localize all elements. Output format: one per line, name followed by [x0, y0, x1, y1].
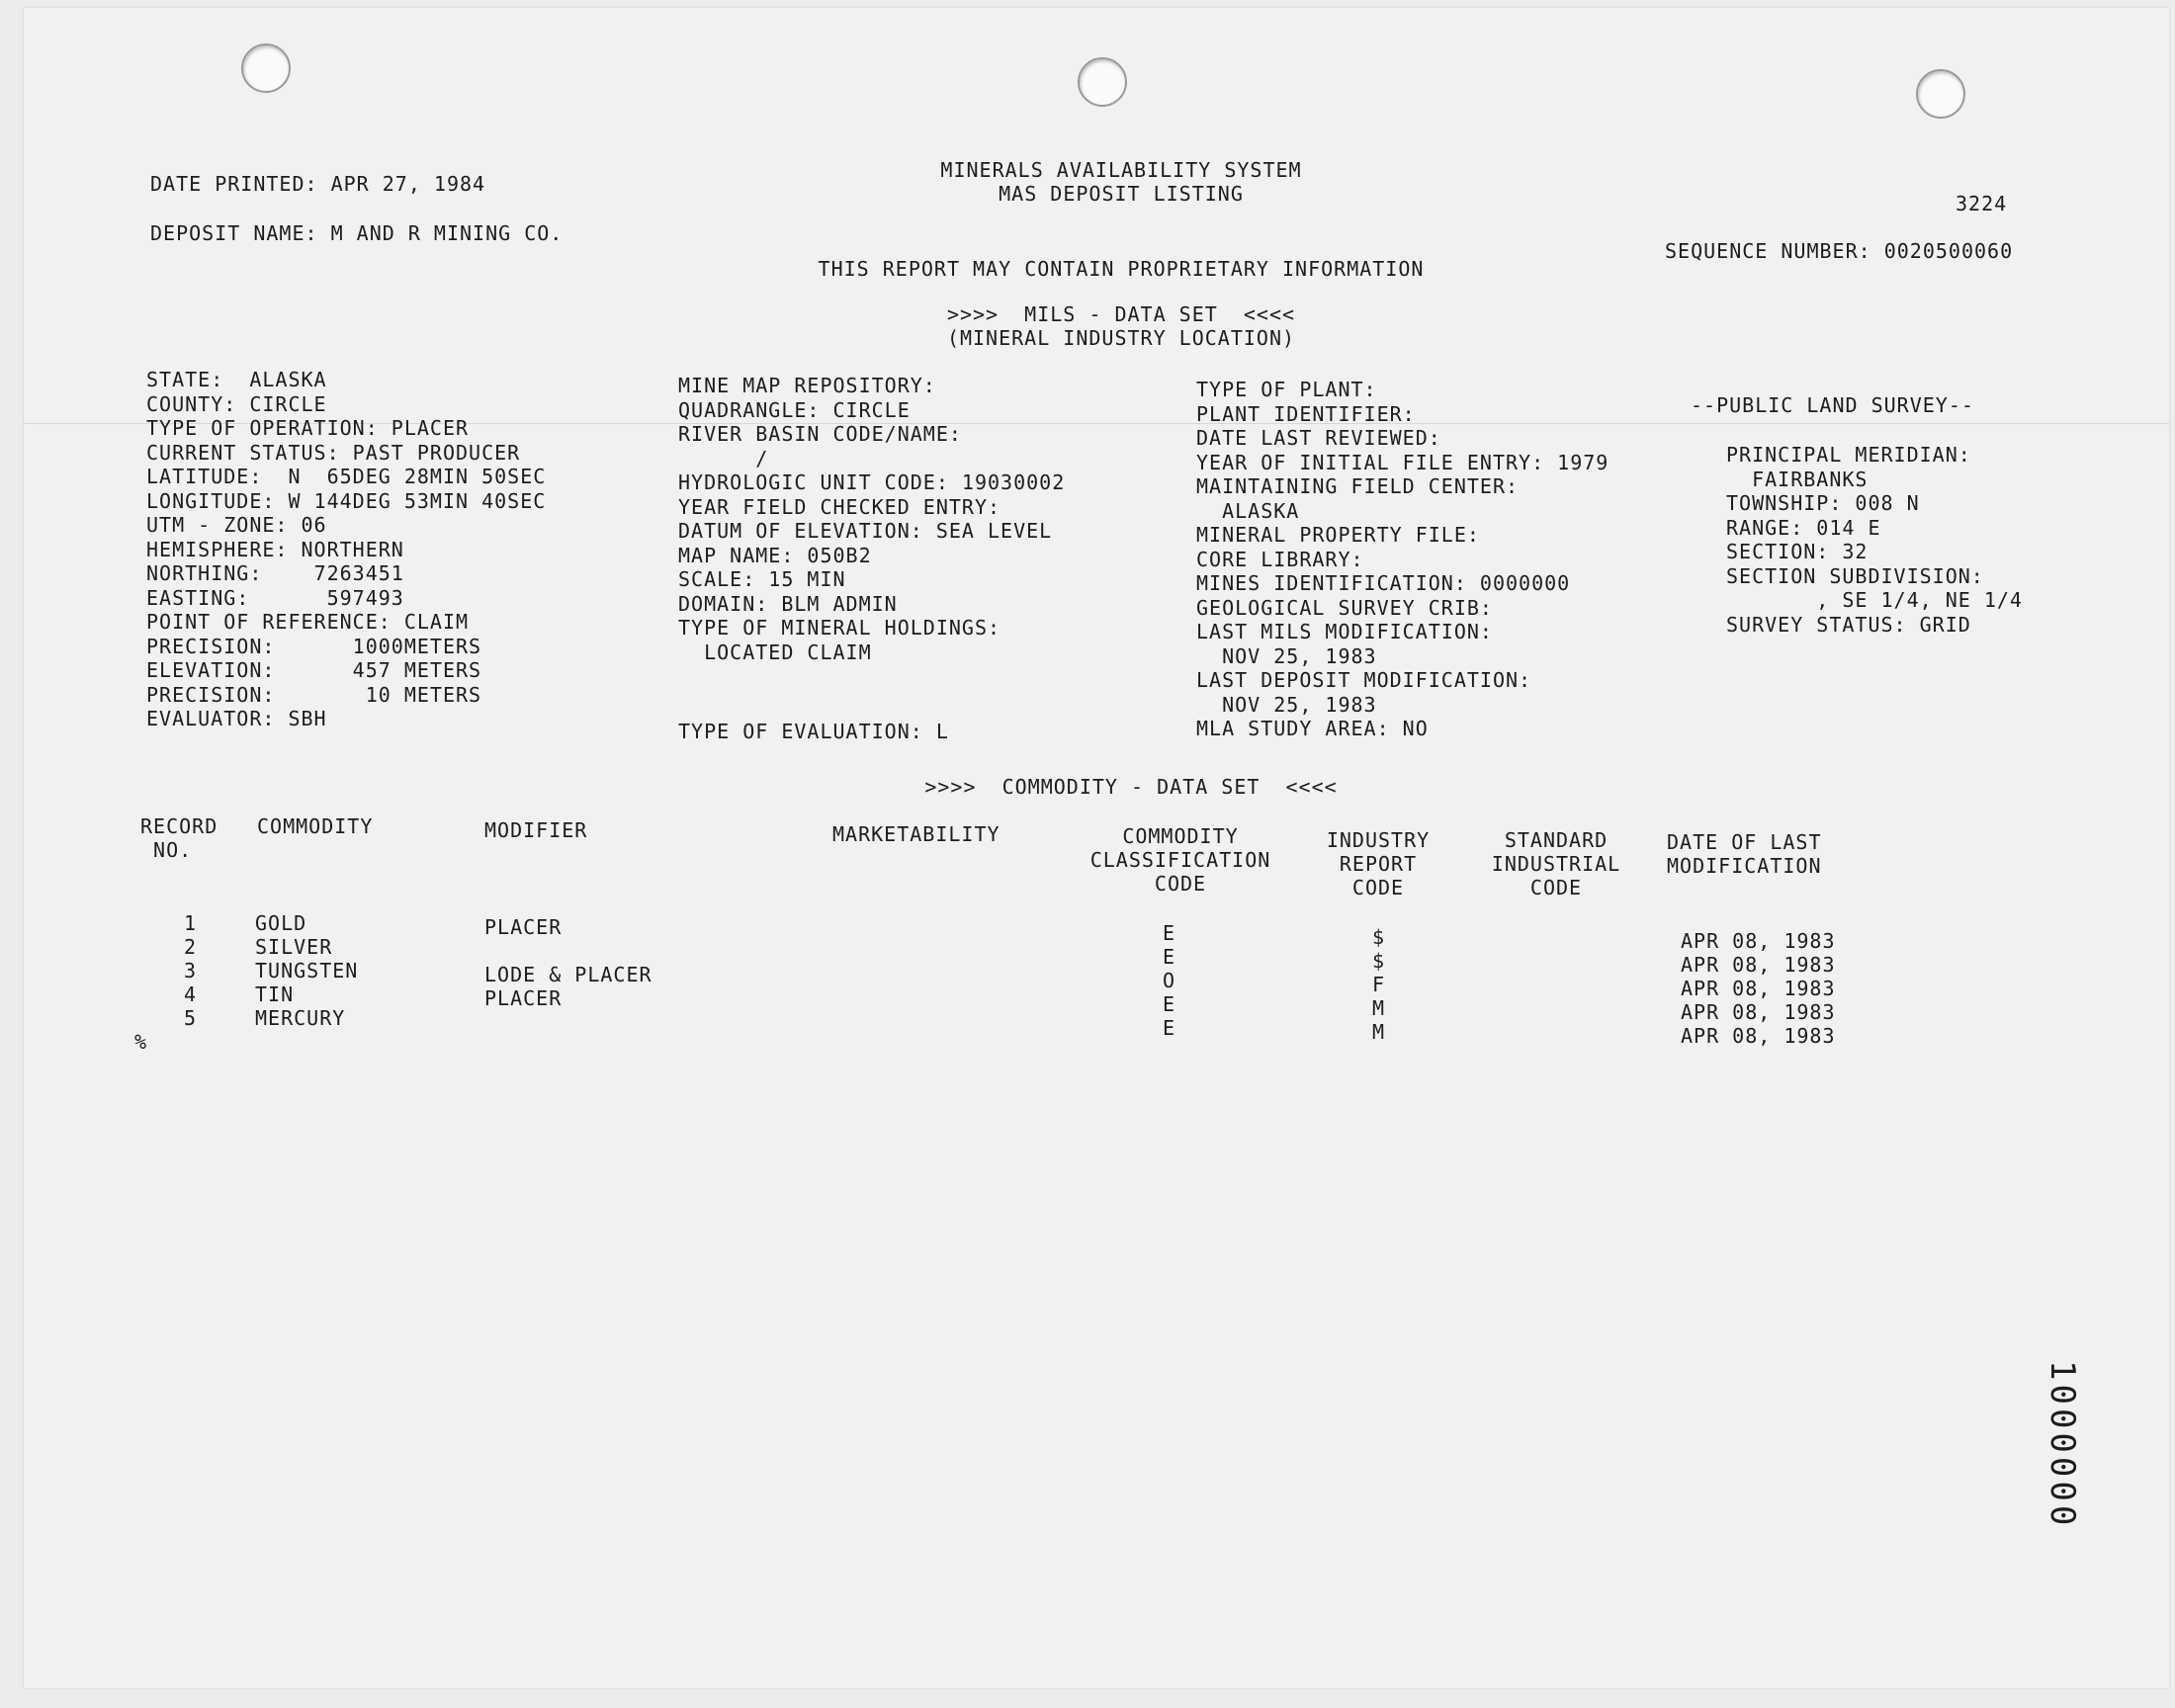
row-commodity: TUNGSTEN [255, 959, 359, 982]
field-line: TYPE OF OPERATION: PLACER [146, 416, 470, 440]
page-number: 3224 [1956, 192, 2008, 215]
field-line: POINT OF REFERENCE: CLAIM [146, 610, 470, 634]
row-no: 2 [184, 935, 198, 959]
field-line: GEOLOGICAL SURVEY CRIB: [1196, 595, 1493, 620]
row-no: 1 [184, 911, 198, 935]
field-line: CORE LIBRARY: [1196, 547, 1364, 571]
row-modifier: PLACER [484, 986, 563, 1010]
field-line: RANGE: 014 E [1726, 515, 1881, 540]
listing-title: MAS DEPOSIT LISTING [999, 182, 1244, 206]
field-line: DOMAIN: BLM ADMIN [678, 591, 898, 616]
field-line: HEMISPHERE: NORTHERN [146, 537, 404, 561]
field-line: , SE 1/4, NE 1/4 [1726, 588, 2023, 612]
row-date: APR 08, 1983 [1681, 977, 1836, 1000]
field-line: COUNTY: CIRCLE [146, 391, 327, 416]
row-class-code: E [1163, 945, 1176, 969]
mils-subtitle: (MINERAL INDUSTRY LOCATION) [946, 326, 1296, 350]
field-line: YEAR FIELD CHECKED ENTRY: [678, 494, 1001, 519]
evaluation-type: TYPE OF EVALUATION: L [678, 720, 949, 743]
punch-hole-left [241, 43, 291, 93]
punch-hole-center [1078, 57, 1127, 107]
row-industry-code: M [1372, 996, 1386, 1020]
field-line: PRECISION: 10 METERS [146, 682, 482, 707]
row-commodity: MERCURY [255, 1006, 346, 1030]
row-industry-code: $ [1372, 925, 1386, 949]
field-line: MINE MAP REPOSITORY: [678, 374, 936, 397]
field-line: / [678, 446, 769, 470]
header-classification: COMMODITY CLASSIFICATION CODE [1089, 824, 1271, 896]
field-line: LAST MILS MODIFICATION: [1196, 620, 1493, 643]
field-line: ALASKA [1196, 498, 1300, 523]
row-industry-code: F [1372, 973, 1386, 996]
row-modifier: LODE & PLACER [484, 963, 652, 986]
deposit-name: DEPOSIT NAME: M AND R MINING CO. [150, 221, 564, 245]
header-modifier: MODIFIER [484, 818, 588, 842]
row-no: 5 [184, 1006, 198, 1030]
field-line: LONGITUDE: W 144DEG 53MIN 40SEC [146, 488, 547, 513]
field-line: MINERAL PROPERTY FILE: [1196, 523, 1480, 547]
field-line: SURVEY STATUS: GRID [1726, 612, 1971, 637]
commodity-title: >>>> COMMODITY - DATA SET <<<< [924, 775, 1338, 799]
row-no: 3 [184, 959, 198, 982]
margin-stamp: 1000000 [2043, 1360, 2082, 1530]
header-standard: STANDARD INDUSTRIAL CODE [1491, 828, 1621, 899]
row-industry-code: M [1372, 1020, 1386, 1044]
field-line: PLANT IDENTIFIER: [1196, 401, 1416, 426]
field-line: DATUM OF ELEVATION: SEA LEVEL [678, 519, 1053, 543]
field-line: SCALE: 15 MIN [678, 567, 846, 591]
field-line: NORTHING: 7263451 [146, 561, 404, 585]
mils-title: >>>> MILS - DATA SET <<<< [946, 302, 1296, 326]
row-class-code: E [1163, 921, 1176, 945]
row-commodity: SILVER [255, 935, 333, 959]
field-line: FAIRBANKS [1726, 467, 1869, 491]
field-line: DATE LAST REVIEWED: [1196, 426, 1441, 450]
field-line: ELEVATION: 457 METERS [146, 658, 482, 682]
field-line: MINES IDENTIFICATION: 0000000 [1196, 571, 1571, 595]
row-class-code: O [1163, 969, 1176, 992]
sequence-number: SEQUENCE NUMBER: 0020500060 [1665, 239, 2014, 263]
field-line: UTM - ZONE: 06 [146, 513, 327, 537]
row-commodity: GOLD [255, 911, 307, 935]
row-commodity: TIN [255, 982, 295, 1006]
row-modifier: PLACER [484, 915, 563, 939]
row-industry-code: $ [1372, 949, 1386, 973]
field-line: YEAR OF INITIAL FILE ENTRY: 1979 [1196, 450, 1610, 474]
field-line: PRECISION: 1000METERS [146, 634, 482, 658]
row-date: APR 08, 1983 [1681, 1000, 1836, 1024]
field-line: QUADRANGLE: CIRCLE [678, 397, 911, 422]
date-printed: DATE PRINTED: APR 27, 1984 [150, 172, 486, 196]
field-line: HYDROLOGIC UNIT CODE: 19030002 [678, 470, 1066, 494]
field-line: CURRENT STATUS: PAST PRODUCER [146, 440, 521, 465]
field-line: MLA STUDY AREA: NO [1196, 717, 1429, 740]
document-page [24, 8, 2169, 1688]
field-line: MAINTAINING FIELD CENTER: [1196, 474, 1520, 498]
row-date: APR 08, 1983 [1681, 1024, 1836, 1048]
field-line: MAP NAME: 050B2 [678, 543, 872, 567]
field-line: NOV 25, 1983 [1196, 643, 1377, 668]
field-line: TYPE OF MINERAL HOLDINGS: [678, 616, 1001, 640]
field-line: SECTION SUBDIVISION: [1726, 563, 1984, 588]
header-date: DATE OF LAST MODIFICATION [1667, 830, 1822, 878]
row-class-code: E [1163, 992, 1176, 1016]
field-line: NOV 25, 1983 [1196, 692, 1377, 717]
field-line: TOWNSHIP: 008 N [1726, 491, 1920, 515]
field-line: TYPE OF PLANT: [1196, 378, 1377, 401]
field-line: STATE: ALASKA [146, 368, 327, 391]
land-survey-title: --PUBLIC LAND SURVEY-- [1691, 393, 1974, 417]
end-marker: % [134, 1030, 148, 1054]
row-date: APR 08, 1983 [1681, 929, 1836, 953]
field-line: RIVER BASIN CODE/NAME: [678, 422, 962, 446]
field-line: EVALUATOR: SBH [146, 707, 327, 730]
row-date: APR 08, 1983 [1681, 953, 1836, 977]
header-industry: INDUSTRY REPORT CODE [1326, 828, 1431, 899]
field-line: LATITUDE: N 65DEG 28MIN 50SEC [146, 465, 547, 488]
proprietary-notice: THIS REPORT MAY CONTAIN PROPRIETARY INFORMATION [818, 257, 1425, 281]
punch-hole-right [1916, 69, 1965, 119]
system-title: MINERALS AVAILABILITY SYSTEM [940, 158, 1302, 182]
header-marketability: MARKETABILITY [832, 822, 1000, 846]
header-commodity: COMMODITY [257, 814, 374, 838]
field-line: LAST DEPOSIT MODIFICATION: [1196, 668, 1532, 692]
field-line: SECTION: 32 [1726, 540, 1869, 563]
field-line: PRINCIPAL MERIDIAN: [1726, 443, 1971, 467]
field-line: LOCATED CLAIM [678, 640, 872, 664]
field-line: EASTING: 597493 [146, 585, 404, 610]
row-no: 4 [184, 982, 198, 1006]
header-record-no: RECORD NO. [140, 814, 218, 862]
row-class-code: E [1163, 1016, 1176, 1040]
